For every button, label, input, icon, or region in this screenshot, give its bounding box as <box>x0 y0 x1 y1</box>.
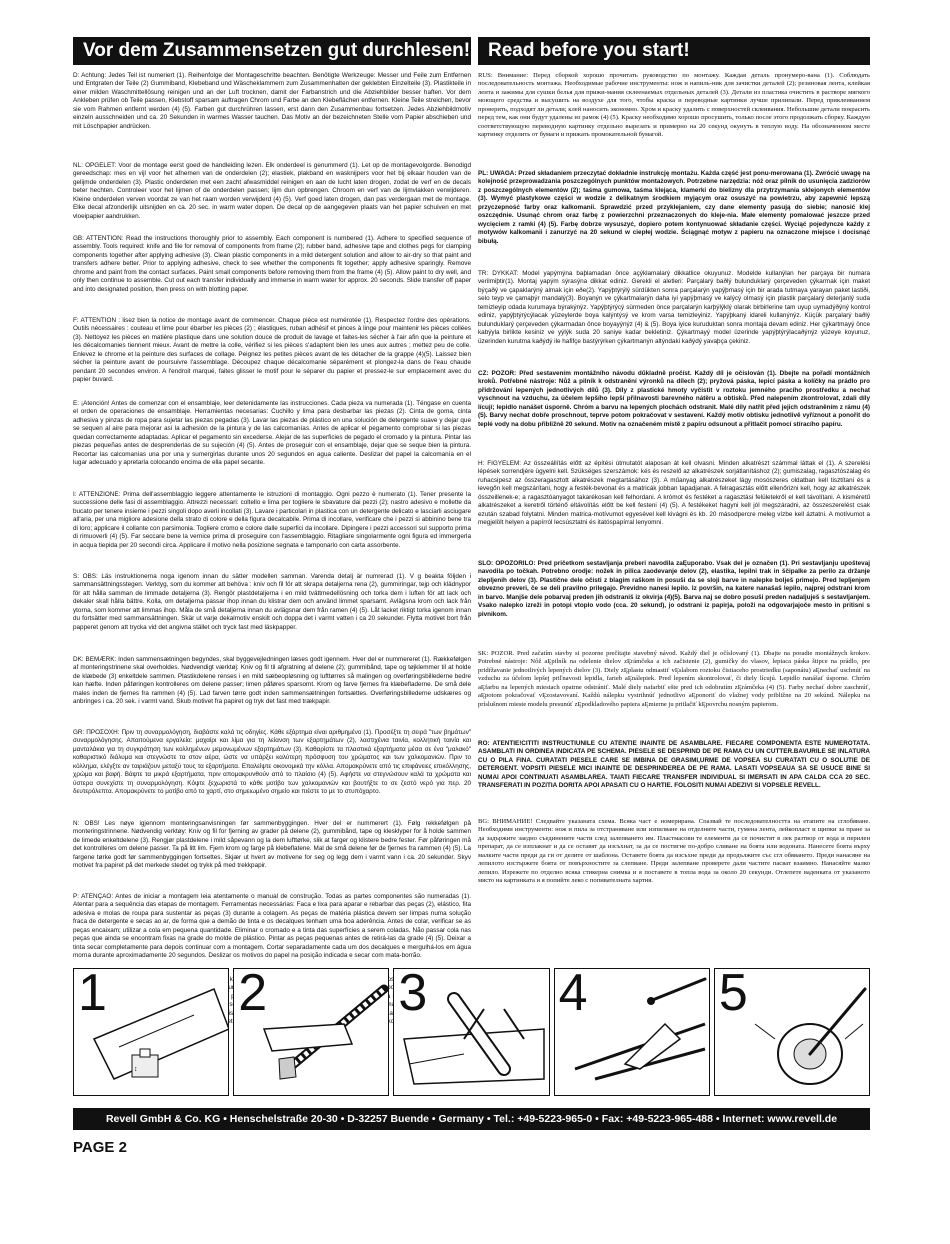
step-panel-3 <box>393 968 549 1096</box>
page-number: PAGE 2 <box>73 1139 127 1156</box>
step-panel-4 <box>554 968 710 1096</box>
svg-text:↕: ↕ <box>134 1066 138 1073</box>
paragraph-h: H: FIGYELEM: Az összeállítás előtt az építési útmutatót alaposan át kell olvasni. Minden alkatrészt számmal láttak el (1). A szerelési lépések sorrendjére ügyelni kell. Szükséges szerszámok: kés és reszelő az alkatrészek sorjátlanításhoz (2); gumiszalag, ragasztószalag és ruhacsipesz az összeragasztott alkatrészek megtartásához (3). A műanyag alkatrészeket lágy mosószeres oldatban kell tisztítani és a levegőn kell megszárítani, hogy a festék-bevonat és a matricák jobban tapadjanak. A felragasztás előtt ellenőrizni kell, hogy az alkatrészek összeillenek-e; a ragasztóanyagot takarékosan kell felhordani. A krómot és festéket a ragasztási felületekről el kell távolítani. A kisméretű alkatrészeket a keretről történő eltávolítás előtt be kell festeni (4) (5). A festékeket hagyni kell jól megszáradni, az összeszerelést csak ezután szabad folytatni. Minden matrica-motívumot egyesével kell kivágni és kb. 20 másodpercre meleg vízbe kell áztatni. A motívumot a megjelölt helyen a papírról lecsúsztatni és itatóspapírral lenyomni. <box>478 460 870 527</box>
left-column <box>73 72 471 1058</box>
step-number: 1 <box>78 968 107 1022</box>
paragraph-d: D: Achtung: Jedes Teil ist numeriert (1). Reihenfolge der Montageschritte beachten. Benötigte Werkzeuge: Messer und Feile zum Entfernen und Entgraten der Teile (2) Gummiband, Klebeband und Wäscheklammern zum Zusammenhalten der geklebten Einzelteile (3). Plastikteile in einer milden Waschmittellösung reinigen und an der Luft trocknen, damit der Farbanstrich und die Abziehbilder besser haften. Vor dem Ankleben prüfen ob Teile passen, Klebstoff sparsam auftragen Chrom und Farbe an den Klebeflächen entfernen. Kleine Teile streichen, bevor sie vom Rahmen entfernt werden (4) (5). Farben gut durchrühren lassen, erst dann den Zusammenbau fortsetzen. Jedes Abziehbildmotiv einzeln ausschneiden und ca. 20 Sekunden in warmes Wasser tauchen. Das Motiv an der bezeichneten Stelle vom Papier abschieben und mit Löschpapier andrücken. <box>73 72 471 130</box>
paragraph-nl: NL: OPGELET: Voor de montage eerst goed de handleiding lezen. Elk onderdeel is genummerd (1). Let op de montagevolgorde. Benodigd gereedschap: mes en vijl voor het afnemen van de onderdelen (2); elastiek, plakband en wasknijpers voor het bij elkaar houden van de gelijmde onderdelen (3). Plastic onderdelen met een zacht afwasmiddel reinigen en aan de lucht laten drogen, zodat de verf en de decals beter hechten. Controleer voor het lijmen of de onderdelen passen; lijm dun opbrengen. Chroom en verf van de lijmvlakken verwijderen. Kleine onderdelen verven voordat ze van het raam worden verwijderd (4) (5). Verf goed laten drogen, dan pas verdergaan met de montage. Elke decal afzonderlijk uitsnijden en ca. 20 sec. in warm water dopen. De decal op de aangegeven plaats van het papier schuiven en met vloeipapier aandrukken. <box>73 162 471 220</box>
footer-address-bar: Revell GmbH & Co. KG • Henschelstraße 20-30 • D-32257 Buende • Germany • Tel.: +49-5223-965-0 • Fax: +49-5223-965-488 • Internet: www.revell.de <box>73 1108 870 1130</box>
paragraph-ro: RO: ATENTIE!CITITI INSTRUCTIUNILE CU ATENTIE INAINTE DE ASAMBLARE. FIECARE COMPONENTA ESTE NUMEROTATA. ASAMBLATI IN ORDINEA INDICATA PE SCHEMA. PIESELE SE DESPRIND DE PE RAMA CU UN CUTTER.BAVURILE SE INLATURA CU O PILA FINA. CURATATI PIESELE CARE SE IMBINA DE GRASIMI,URME DE VOPSEA SU CURATATI CU O SOLUTIE DE DETERGENT. VOPSITI PIESELE MICI INAINTE DE DESPRINDEREA DE PE RAMA. LASATI VOPSEAUA SA SE USUCE BINE SI NUMAI APOI CONTINUATI ASAMBLAREA. TAIATI FIECARE TRANSFER INDIVIDUAL SI IMERSATI IN APA CALDA CCA 20 SEC. TRANSFERATI IN POZITIA DORITA APOI APASATI CU O HARTIE. FOLOSITI NUMAI ADEZIVI SI VOPSELE REVELL. <box>478 740 870 790</box>
step-number: 3 <box>398 968 428 1022</box>
paragraph-f: F: ATTENTION : lisez bien la notice de montage avant de commencer. Chaque pièce est numérotée (1). Respectez l'ordre des opérations. Outils nécessaires : couteau et lime pour ébarber les pièces (2) ; élastiques, ruban adhésif et pinces à linge pour maintenir les pièces collées (3). Nettoyez les pièces en matière plastique dans une solution douce de produit de lavage et faites-les sécher à l'air afin que la peinture et les décalcomanies tiennent mieux. Avant de mettre la colle, vérifiez si les pièces s'adaptent bien les unes aux autres ; mettez peu de colle. Enlevez le chrome et la peinture des surfaces de collage. Peignez les petites pièces avant de les détacher de la grappe (4)(5). Laissez bien sécher la peinture avant de poursuivre l'assemblage. Découpez chaque décalcomanie séparément et plongez-la dans de l'eau chaude pendant 20 secondes environ. A l'endroit marqué, faites glisser le motif pour le séparer du papier et pressez-le sur emplacement avec du papier buvard. <box>73 317 471 384</box>
header-english: Read before you start! <box>478 37 870 65</box>
paragraph-sk: SK: POZOR. Pred začatím stavby si pozorne prečítajte stavebný návod. Každý diel je očíslovaný (1). Dbajte na poradie montážnych krokov. Potrebné nástroje: Nôž aĘpilník na odelenie dielov zĘrámčeka a ich začistenie (2), gumičky do vlasov, lepiaca páska štipce na prádlo, pre pridŕžavanie jednotlivých lepených dielov (3). Diely zĘplastu odmastiť vĘslabom roztoku čistiaceho prostriedku (saponátu) aĘnechať uschnúť na vzduchu za účelom lepšej priľnavosti lepidla, farieb aĘnálepiek. Pred lepením skontrolovať, či diely lícujú. Lepidlo nanášať úsporne. Chróm aĘfarbu na lepených miestach opatrne odstrániť. Malé diely nafarbiť ešte pred ich odobratím zĘrámčeka (4) (5). Farby nechať dobre zaschnúť, aĘpotom pokračovať vĘzostavovaní. Každú nálepku vystrihnúť jednotlivo aĘponoriť do vlažnej vody približne na 20 sekúnd. Nálepku na príslušnom mieste modelu presunúť zĘpodkladového papiera aĘmierne ju pritlačiť kĘpovrchu nosným papierom. <box>478 650 870 708</box>
right-column <box>478 72 870 910</box>
step-number: 2 <box>238 968 268 1022</box>
paragraph-e: E: ¡Atención! Antes de comenzar con el ensamblaje, leer detenidamente las instrucciones. Cada pieza va numerada (1). Téngase en cuenta el orden de operaciones de ensamblaje. Herramientas necesarias: Cuchillo y lima para desbarbar las piezas (2). Cinta de goma, cinta adhesiva y pinzas de ropa para sujetar las piezas pegadas (3). Lavar las piezas de plástico en una solución de detergente suave y dejar que se sequen al aire para mejorar así la adhesión de la pintura y de las calcomanías. Antes de aplicar el pegamento comprobar si las piezas quedan correctamente adaptadas. Aplicar el pegamento sin excederse. Alejar de las superficies de pegado el cromado y la pintura. Pintar las piezas pequeñas antes de desprenderlas de su sujeción (4) (5). Antes de proseguir con el ensamblaje, dejar que se seque bien la pintura. Recortar las calcomanías una por una y sumergirlas durante unos 20 segundos en agua caliente. Deslizar del papel la calcomanía en el lugar adecuado y apretarla colocando encima de ella papel secante. <box>73 400 471 467</box>
paragraph-pl: PL: UWAGA: Przed składaniem przeczytać dokładnie instrukcję montażu. Każda część jest ponu-merowana (1). Zwrócić uwagę na kolejność przeprowadzania poszczególnych punktów montażowych. Potrzebne narzędzia: nóż oraz pilnik do usunięcia zadziorów z poszczególnych elementów (2); taśma gumowa, taśma klejąca, klamerki do bielizny dla przytrzymania sklejonych elementów (3). Wymyć plastykowe części w wodzie z delikatnym środkiem myjącym oraz osuszyć na powietrzu, aby zapewnić lepszą przyczepność farby oraz kalkomanii. Sprawdzić przed przyklejaniem, czy dane elementy pasują do siebie; nanosić klej oszczędnie. Usunąć chrom oraz farbę z powierzchni przeznaczonych do kleje-nia. Małe elementy pomalować jeszcze przed wycięciem z ramki (4) (5). Farbę dobrze wysuszyć, dopiero potem kontynuować składanie części. Wyciąć pojedyncze każdy z motywów kalkomanii i zanurzyć na 20 sekund w ciepłej wodzie. Ściągnąć motyw z papieru na oznaczone miejsce i docisnąć bibułą. <box>478 170 870 245</box>
paragraph-slo: SLO: OPOZORILO: Pred pričetkom sestavljanja preberi navodila zaĘuporabo. Vsak del je označen (1). Pri sestavljanju upoštevaj navodila po točkah. Potrebno orodje: nožek in pilica zaodevanje delov (2), elastika, lepilni trak in ščipalke za perilo za držanje zlepljenih delov (3). Plastične dele očisti z blagim raškom in posuši da se sloji barve in nalepke bolješ primejo. Pred lepljenjem obvezno preveri, če se deli pravilno prilegajo. Previdno nanesi lepilo. Iz površin, na katere nanašaš lepilo, najprej odstrani krom in barvo. Manjše dele pobarvaj preden jih odstraniš iz okvirja (4)(5). Barva naj se dobro posuši preden nadaljuješ s sestavljanjem. Vsako nalepko izreži in potopi vtoplo vodo (cca. 20 sekund), jo odstrani iz papirja, položi na odgovarjajoče mesto in pritisni s pivnikom. <box>478 560 870 618</box>
paragraph-p: P: ATENÇÃO: Antes de iniciar a montagem leia atentamente o manual de construção. Todas as partes componentes são numeradas (1). Atentar para a sequência das etapas de montagem. Ferramentas necessárias: Faca e lixa para aparar e rebarbar das peças (2), elástico, fita adesiva e molas de roupa para sustentar as peças (3) durante a colagem. As peças de matéria plástica devem ser limpas numa solução fraca de detergente e secas ao ar, de forma que a demão de tinta e os decalques tenham uma boa aderência. Antes de colar, verificar se as peças encaixam; utilizar a cola em pequena quantidade. Eliminar o cromado e a tinta das superfícies a serem coladas. Não passar cola nas peças que ainda se encontram fixas na grade do molde de plástico. Pintar as peças pequenas antes de retirá-las da grade (4) (5). Deixar a tinta secar completamente para depois continuar com a montagem. Cortar separadamente cada um dos decalques e mergulhá-los em água morna durante aproximadamente 20 segundos. Deslizar os motivos do papel na posição indicada e secar com mata-borrão. <box>73 893 471 960</box>
step-panel-1 <box>73 968 229 1096</box>
paragraph-s: S: OBS: Läs instruktionerna noga igenom innan du sätter modellen samman. Varenda detalj är numrerad (1). V g beakta följden i sammansättningsstegen. Verktyg, som du kommer att behöva : kniv och fil för att skrapa detaljerna rena (2), gummiringar, tejp och klädnypor för att hålla samman de limmade detaljerna (3). Rengör plastdetaljerna i en mild tvättmedellösning och torka dem i luften för att lack och dekaler skall hålla bättre. Kolla, om detaljerna passar ihop innan du klistrar dem och använd limmet sparsamt. Avlägsna krom och lack från ytorna, som kommer att limmas ihop. Måla de små detaljerna innan du avlägsnar dem från ramen (4) (5). Låt lacket riktigt torka igenom innan du fortsätter med sammansättningen. Skär ut varje dekalmotiv enskilt och doppa det i varmt vatten i ca 20 sekunder. Flytta motivet bort från papperet genom att trycka vid det angivna stället och tryck fast med läskpapper. <box>73 573 471 631</box>
knife-file-icon <box>234 969 389 1094</box>
paragraph-rus: RUS: Внимание: Перед сборкой хорошо прочитать руководство по монтажу. Каждая деталь пронумеро-вана (1). Соблюдать последовательность монтажа. Необходимые рабочие инструменты: нож и напиль-ник для зачистки деталей (2); резиновая лента, клейкая лента и зажимы для сушки белья для прижи-мания склеенаемых отдельных деталей (3). Детали из пластика очистить в растворе мягкого моющего средства и высушить на воздухе для того, чтобы краска и переводные картинки лучше прилипали. Перед приклеиванием проверить, подходят ли детали; клей наносить экономно. Хром и краску удалить с поверхностей склеивания. Небольшие детали покрасить перед тем, как они будут удалены из рамок (4) (5). Краску необходимо хорошо просушить, только после этого продолжать сборку. Каждую соответствующую переводную картинку отдельно вырезать и примерно на 20 секунд окунуть в теплую воду. На обозначенном месте картинку отделить от бумаги и прижать промокательной бумагой. <box>478 72 870 139</box>
detergent-wash-icon <box>74 969 229 1094</box>
paragraph-i: I: ATTENZIONE: Prima dell'assemblaggio leggere attentamente le istruzioni di montaggio. Ogni pezzo è numerato (1). Tener presente la successione delle fasi di assemblaggio. Attrezzi necessari: coltello e lima per togliere le sbavature dai pezzi (2); nastro adesivo e mollette da bucato per tenere insieme i pezzi singoli dopo averli incollati (3). Lavare i particolari in plastica con un detergente delicato e lasciarli asciugare all'aria, per una migliore adesione della strato di colore e della figura decalcabile. Prima di incollare, verificare che i pezzi si abbinino bene tra di loro; applicare il collante con parsimonia. Togliere cromo e colore dalle superfici da incollare. Dipingere i pezzi accessori sul supporto prima di rimuoverli (4) (5). Far seccare bene la vernice prima di proseguire con l'assemblaggio. Ritagliare singolarmente ogni figura ed immergerla in acqua tiepida per 20 secondi circa. Applicare il motivo nella posizione segnata e tamponarlo con carta assorbente. <box>73 491 471 549</box>
step-number: 4 <box>558 968 588 1022</box>
paragraph-n: N: OBS! Les nøye igjennom monteringsanvisningen før sammenbyggingen. Hver del er nummerert (1). Følg rekkefølgen på monteringstrinnene. Nødvendig verktøy: Kniv og fil for fjerning av grader på delene (2), gummibånd, tape og klesklyper for å holde sammen de limede enkeltdelene (3). Rengjør plastdelene i mild såpevann og la dem lufttørke, slik at farger og klistere bedre fester. Før påføringen må det kontrolleres om delene passer. Ta på litt lim. Fjern krom og farge på klebeflatene. Mal de små delene før de fjernes fra rammen (4) (5). La fargene tørke godt før sammenbyggingen fortsettes. Skjær ut hvert av motivene for seg og legg dem i varmt vann i ca. 20 sekunder. Skyv motivet fra papiret på det merkede stedet og trykk på med trekkpapir. <box>73 820 471 870</box>
brush-paint-icon <box>715 969 870 1094</box>
step-panel-5 <box>714 968 870 1096</box>
step-panel-2 <box>233 968 389 1096</box>
paragraph-gr: GR: ΠΡΟΣΟΧΗ: Πριν τη συναρμολόγηση, διαβάστε καλά τις οδηγίες. Κάθε εξάρτημα είναι αριθμημένο (1). Προσέξτε τη σειρά "των βημάτων" συναρμολόγησης. Απαιτούμενα εργαλεία: μαχαίρι και λίμα για τη λείανση των εξαρτημάτων (2), λαστιχένια ταινία, κολλητική ταινία και μανταλάκια για τη συγκράτηση των κολλημένων μεμονωμένων εξαρτημάτων (3). Καθαρίστε τα πλαστικά εξαρτήματα μέσα σε ένα "μαλακό" καθαριστικό διάλυμα και στεγνώστε τα στον αέρα, ώστε να υπάρξει καλύτερη πρόσφυση του χρώματος και των χαλκομανιών. Πριν το κόλλημα, ελέγξτε αν ταιριάζουν μεταξύ τους τα εξαρτήματα. Επαλείψτε οικονομικά την κόλλα. Απομακρύνετε από τις επιφάνειες επικόλλησης, χρώμα και βαφή. Βάψτε τα μικρά εξαρτήματα, πριν απομακρυνθούν από το πλαίσιο (4) (5). Αφήστε να στεγνώσουν καλά τα χρώματα και ύστερα συνεχίστε τη συναρμολόγηση. Κόψτε ξεχωριστά το κάθε μοτίβο των χαλκομανιών και βουτήξτε το σε ζεστό νερό για περ. 20 δευτερόλεπτα. Απομακρύνετε το μοτίβο από το χαρτί, στο σημειωμένο σημείο και πιέστε το με το στυπόχαρτο. <box>73 729 471 796</box>
clamp-glue-icon <box>394 969 549 1094</box>
paragraph-tr: TR: DYKKAT: Model yapýmýna baþlamadan önce açýklamalarý dikkatlice okuyunuz. Modelde kullanýlan her parçaya bir numara verilmiþtir(1). Montaj yapým sýrasýna dikkat ediniz. Gerekli el aletleri: Parçalarý baðlý bulunduklarý çerçeveden çýkarmak için maket býçaðý ve çapaklarýný almak için eðe(2). Yapýþtýrýlý sürdükten sonra parçalarýn yapýþmasý için bir arada tutmaya yarayan paket lastiði, selo teyp ve çamaþýr mandalý(3). Boyanýn ve çýkartmalarýn daha iyi yapýþmasý ve kalýcý olmasý için plastik parçalarý deterjanlý suda temizleyip odada kurumaya býrakýnýz. Yapýþtýrýcý sürmeden önce parçalarýn karþýlýklý olarak birbirlerine tam uyup uymadýðýný kontrol ediniz, yapýþtýrýcýlacak yüzeylerde boya kalýntýsý ve krom varsa temizleyiniz. Yapýþkaný idareli kullanýnýz. Küçük parçalarý baðlý bulunduklarý çerçeveden çýkarmadan önce boyayýnýz (4) & (5). Boya iyice kuruduktan sonra montaja devam ediniz. Her çýkartmayý önce kabýyla birlikte kesiniz ve yýlýk suda 20 saniye kadar bekletiniz. Çýkartmayý model üzerinde yapýþtýrýlacaðýnýz yüzeye koyunuz, üzerinden kurutma kaðýdý ile hafifçe bastýrýrken çýkartmanýn altýndaki kaðýdý yavaþça çekiniz. <box>478 270 870 345</box>
header-german: Vor dem Zusammensetzen gut durchlesen! <box>73 37 471 65</box>
step-number: 5 <box>718 968 748 1022</box>
illustration-steps <box>73 968 870 1096</box>
paragraph-cz: CZ: POZOR: Před sestavením montážního návodu důkladně pročíst. Každý díl je očíslován (1). Dbejte na pořadí montážních kroků. Potřebné nástroje: Nůž a pilník k odstranění výronků na dílech (2); pryžová páska, lepicí páska a kolíčky na prádlo pro přidržování lepených jednotlivých dílů (3). Díly z plastické hmoty vyčistit v roztoku jemného pracího prostředku a nechat vyschnout na vzduchu, za účelem lepšího lepší přilnavosti barevného nátěru a obtisků. Před nalepením zkontrolovat, zdali díly lícují; lepidlo nanášet úsporně. Chróm a barvu na lepených plochách odstranit. Malé díly natřít před jejich odstraněním z rámu (4) (5). Barvy nechat dobře proschnout, teprve potom pokračovat v sestavení. Každý motiv obtisku jednotlivě vyříznout a ponořit do teplé vody na dobu přibližně 20 sekund. Motiv na označeném místě z papíru odsunout a přitlačit pomocí stíracího papíru. <box>478 370 870 428</box>
paragraph-fin: kromaus <box>377 1001 402 1009</box>
paragraph-gb: GB: ATTENTION: Read the instructions thoroughly prior to assembly. Each component is numbered (1). Adhere to specified sequence of assembly. Tools required: knife and file for removal of components from frame (2); rubber band, adhesive tape and clothes pegs for clamping components together after applying adhesive (3). Clean plastic components in a mild detergent solution and allow to air-dry so that paint and transfers adhere better. Prior to applying adhesive, check to see whether the components fit together; apply adhesive sparingly. Remove chrome and paint from the contact surfaces. Paint small components before removing them from the frame (4) (5). Allow paint to dry well, and only then continue to assemble. Cut out each transfer individually and immerse in warm water for approx. 20 seconds. Slide transfer off paper and into designated position, then press on with blotting paper. <box>73 235 471 293</box>
paint-on-frame-icon <box>555 969 710 1094</box>
paragraph-dk: DK: BEMÆRK: Inden sammensætningen begyndes, skal byggevejledningen læses godt igennem. Hver del er nummereret (1). Rækkefølgen af monteringstrinene skal overholdes. Nødvendigt værktøj: Kniv og fil til afgratning af delene (2); gummibånd, tape og tøjklemmer til at holde de klæbede (3) enkeltdele sammen. Plastikdelene renses i en mild sæbeopløsning og lufttørres så malingen og overføringsbillederne bedre kan hæfte. Inden påføringen kontrolleres om delene passer; limen påføres sparsomt. Krom og farve fjernes fra klæbefladerne. De små dele males inden de fjernes fra rammen (4) (5). Lad farven tørre godt inden sammensætningen fortsættes. Overføringsbillederne udskæres og anbringes i ca. 20 sek. i varmt vand. Skub motivet fra papiret og tryk det fast med trækpapir. <box>73 656 471 706</box>
paragraph-bg: BG: ВНИМАНИЕ! Следвайте указаната схема. Всяка част е номерирана. Спазвай те последователността на етапите на сглобяване. Необходими инструменти: нож и пила за отстраняване или изпилване на отделните части, гумена лента, лейкопласт и щипки за пране за да задържите заедно съединените части след залепването им. Пластмасови те елементи да се почистят в лек разтвор от вода и перилен препарат, да се изплакнат и да се оставят да изсъхнат, за да се постигне по-добро сливане на боята или водоната. Нанесете боята върху малките части преди да ги от делите от шаблона. Оставете боята да изсъхне преди да продължите със сгл обяването. Преди нанасяне на лепилото изстържете боята от повърхностите за слепване. Преди залепване проверете дали частите пасват взаимно. Нанасяйте малко лепило. Изрежете по отделно всяка стикерна снимка и я поставете в топла вода за около 20 секунди. Отлепете ваденката от указаното място на картинката и я попийте леко с попивателната хартия. <box>478 818 870 885</box>
